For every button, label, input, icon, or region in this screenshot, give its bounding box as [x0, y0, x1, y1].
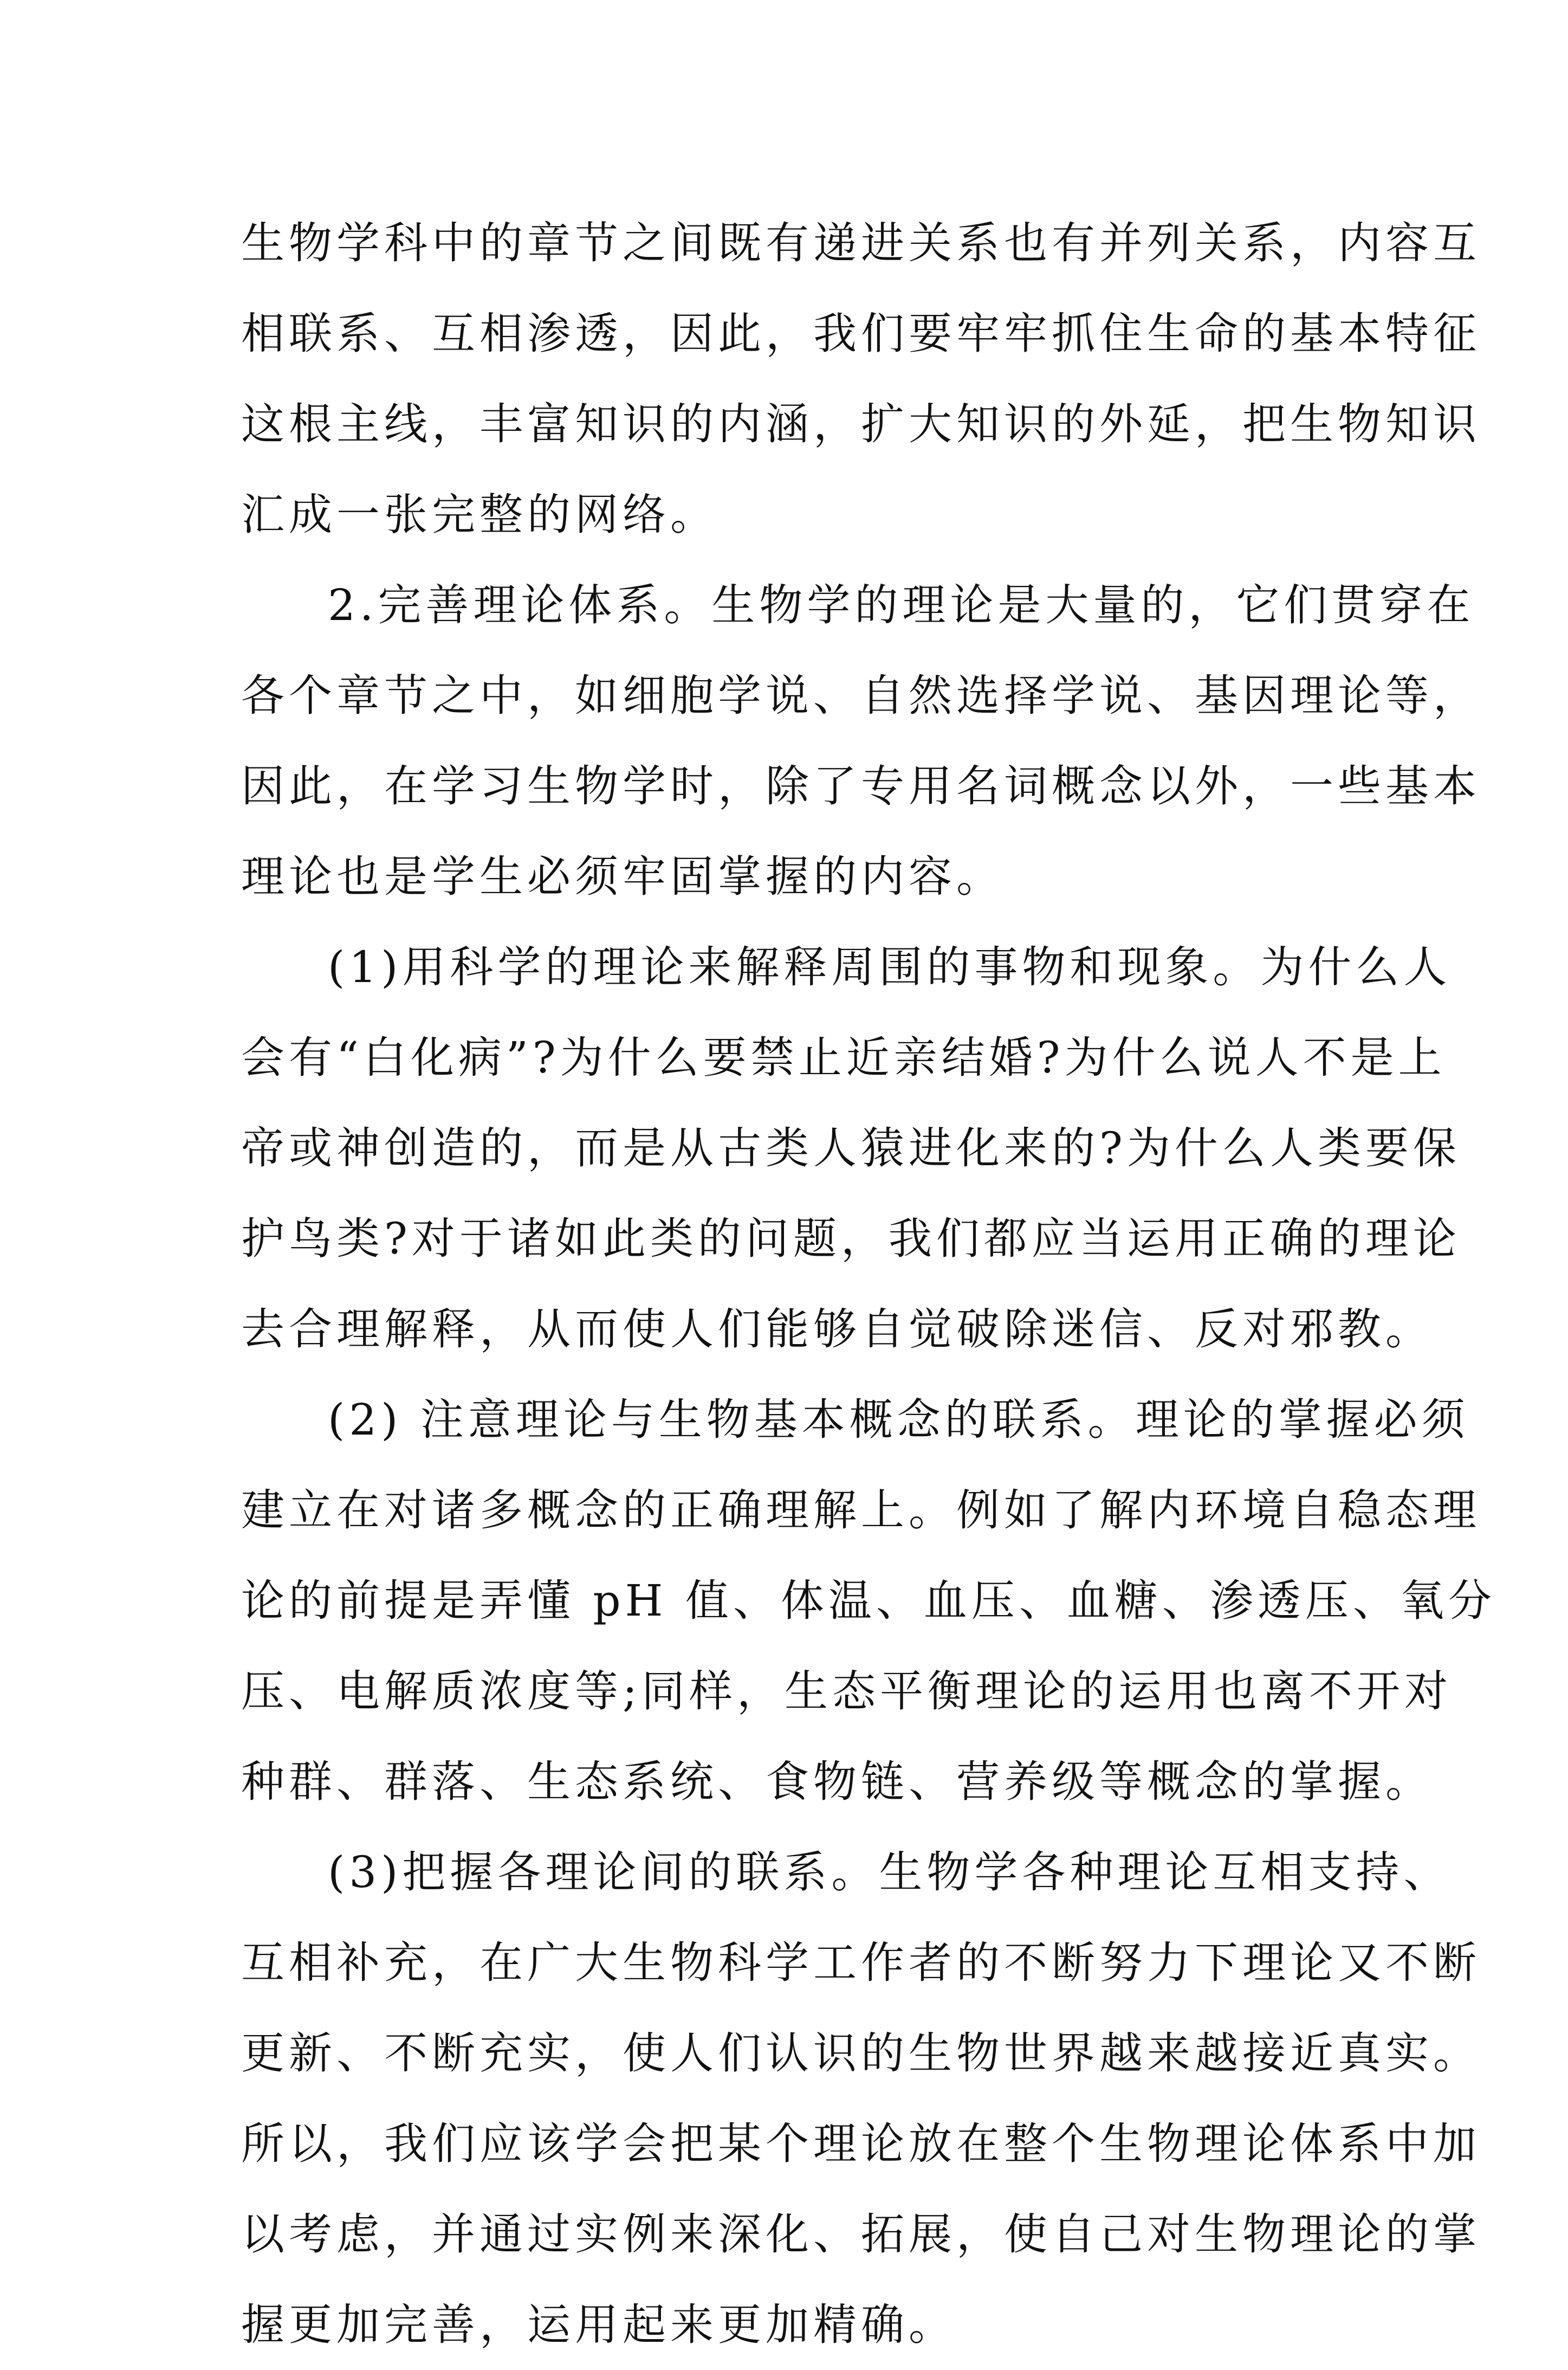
text-line: (2) 注意理论与生物基本概念的联系。理论的掌握必须 — [328, 1394, 1469, 1445]
text-line: 护鸟类?对于诸如此类的问题，我们都应当运用正确的理论 — [241, 1213, 1461, 1264]
text-line: 以考虑，并通过实例来深化、拓展，使自己对生物理论的掌 — [241, 2209, 1481, 2259]
text-line: (1)用科学的理论来解释周围的事物和现象。为什么人 — [328, 942, 1452, 992]
text-line: 帝或神创造的，而是从古类人猿进化来的?为什么人类要保 — [241, 1123, 1461, 1173]
text-line: 建立在对诸多概念的正确理解上。例如了解内环境自稳态理 — [241, 1485, 1481, 1535]
text-line: 相联系、互相渗透，因此，我们要牢牢抓住生命的基本特征 — [241, 308, 1481, 359]
text-line: 种群、群落、生态系统、食物链、营养级等概念的掌握。 — [241, 1756, 1433, 1807]
text-line: 去合理解释，从而使人们能够自觉破除迷信、反对邪教。 — [241, 1304, 1433, 1354]
text-line: 更新、不断充实，使人们认识的生物世界越来越接近真实。 — [241, 2028, 1481, 2078]
text-line: 理论也是学生必须牢固掌握的内容。 — [241, 851, 1004, 902]
text-line: 所以，我们应该学会把某个理论放在整个生物理论体系中加 — [241, 2119, 1481, 2169]
text-line: 因此，在学习生物学时，除了专用名词概念以外，一些基本 — [241, 761, 1481, 811]
text-line: 握更加完善，运用起来更加精确。 — [241, 2300, 956, 2350]
text-line: 互相补充，在广大生物科学工作者的不断努力下理论又不断 — [241, 1938, 1481, 1988]
text-line: (3)把握各理论间的联系。生物学各种理论互相支持、 — [328, 1847, 1452, 1897]
text-line: 论的前提是弄懂 pH 值、体温、血压、血糖、渗透压、氧分 — [241, 1575, 1496, 1626]
text-line: 各个章节之中，如细胞学说、自然选择学说、基因理论等， — [241, 670, 1481, 721]
text-line: 会有“白化病”?为什么要禁止近亲结婚?为什么说人不是上 — [241, 1032, 1446, 1083]
text-line: 汇成一张完整的网络。 — [241, 489, 718, 540]
text-line: 生物学科中的章节之间既有递进关系也有并列关系，内容互 — [241, 218, 1481, 268]
text-line: 这根主线，丰富知识的内涵，扩大知识的外延，把生物知识 — [241, 399, 1481, 449]
body-text — [241, 198, 1496, 2370]
text-line: 压、电解质浓度等;同样，生态平衡理论的运用也离不开对 — [241, 1666, 1452, 1716]
text-line: 2.完善理论体系。生物学的理论是大量的，它们贯穿在 — [328, 580, 1475, 630]
